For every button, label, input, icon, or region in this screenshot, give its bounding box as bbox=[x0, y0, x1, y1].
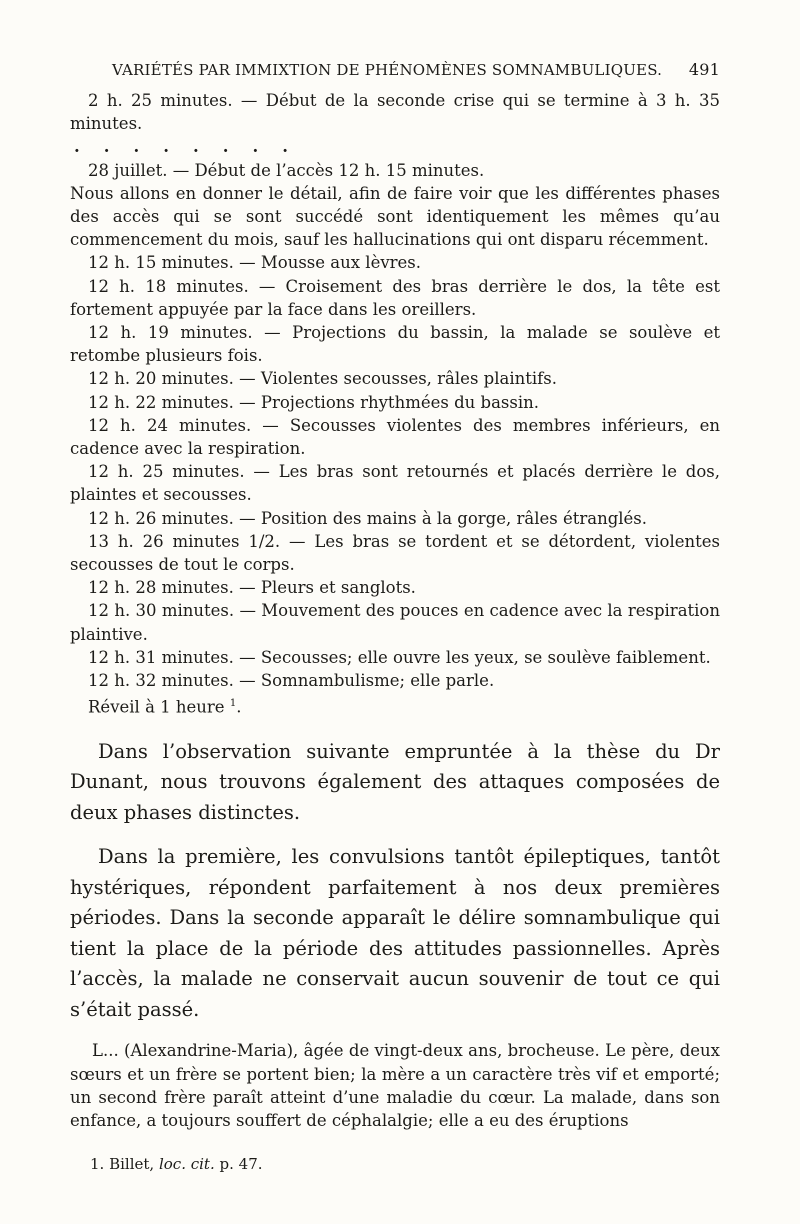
paragraph-1: Dans l’observation suivante empruntée à la thèse du Dr Dunant, nous trouvons également des attaques composées de deux phases distinctes. bbox=[70, 739, 720, 824]
observation bbox=[70, 1039, 720, 1132]
observation-text: L... (Alexandrine-Maria), âgée de vingt-deux ans, brocheuse. Le père, deux sœurs et un frère se portent bien; la mère a un caractère très vif et emporté; un second frère paraît atteint d’une maladie du cœur. La malade, dans son enfance, a toujours souffert de céphalalgie; elle a eu des éruptions bbox=[70, 1041, 720, 1131]
log-entry: 12 h. 24 minutes. — Secousses violentes des membres inférieurs, en cadence avec la respiration. bbox=[70, 415, 720, 459]
log-entry: 12 h. 22 minutes. — Projections rhythmées du bassin. bbox=[88, 392, 539, 412]
running-header bbox=[112, 60, 720, 79]
footnote-page: p. 47. bbox=[219, 1155, 263, 1173]
reveil-text: Réveil à 1 heure bbox=[88, 697, 225, 717]
log-entry: 12 h. 26 minutes. — Position des mains à la gorge, râles étranglés. bbox=[88, 508, 648, 528]
page bbox=[70, 60, 720, 1132]
main-text bbox=[70, 737, 720, 1026]
reveil-line: Réveil à 1 heure $^1$. bbox=[88, 697, 242, 717]
footnote-number: 1. bbox=[90, 1155, 105, 1173]
log-entry: 13 h. 26 minutes 1/2. — Les bras se tordent et se détordent, violentes secousses de tout le corps. bbox=[70, 531, 720, 575]
log-entry: 12 h. 30 minutes. — Mouvement des pouces en cadence avec la respiration plaintive. bbox=[70, 601, 720, 644]
footnote-author: Billet, bbox=[109, 1155, 155, 1173]
page-number: 491 bbox=[688, 60, 720, 79]
footnote-marker: 1 bbox=[229, 698, 237, 710]
log-entry: 12 h. 18 minutes. — Croisement des bras derrière le dos, la tête est fortement appuyée par la face dans les oreillers. bbox=[70, 276, 720, 319]
log-entry: 12 h. 20 minutes. — Violentes secousses, râles plaintifs. bbox=[88, 369, 557, 389]
ellipsis-dots: ........ bbox=[74, 137, 312, 157]
case-log bbox=[70, 89, 720, 719]
log-entry: 12 h. 31 minutes. — Secousses; elle ouvre les yeux, se soulève faiblement. bbox=[88, 647, 711, 667]
log-entry: 12 h. 25 minutes. — Les bras sont retournés et placés derrière le dos, plaintes et secousses. bbox=[70, 462, 720, 505]
header-title: VARIÉTÉS PAR IMMIXTION DE PHÉNOMÈNES SOMNAMBULIQUES. bbox=[112, 61, 663, 79]
footnote bbox=[90, 1155, 263, 1173]
log-intro: Nous allons en donner le détail, afin de faire voir que les différentes phases des accès qui se sont succédé sont identiquement les mêmes qu’au commencement du mois, sauf les hallucinations qui ont disparu récemment. bbox=[70, 183, 720, 250]
log-entry: 12 h. 15 minutes. — Mousse aux lèvres. bbox=[88, 253, 422, 273]
log-line-2: 28 juillet. — Début de l’accès 12 h. 15 minutes. bbox=[88, 160, 485, 180]
log-entry: 12 h. 19 minutes. — Projections du bassin, la malade se soulève et retombe plusieurs fois. bbox=[70, 323, 720, 366]
log-entry: 12 h. 28 minutes. — Pleurs et sanglots. bbox=[88, 578, 416, 598]
paragraph-2: Dans la première, les convulsions tantôt épileptiques, tantôt hystériques, répondent parfaitement à nos deux premières périodes. Dans la seconde apparaît le délire somnambulique qui tient la place de la période des attitudes passionnelles. Après l’accès, la malade ne conservait aucun souvenir de tout ce qui s’était passé. bbox=[70, 845, 720, 1021]
log-entry: 12 h. 32 minutes. — Somnambulisme; elle parle. bbox=[88, 671, 495, 691]
log-line-1: 2 h. 25 minutes. — Début de la seconde crise qui se termine à 3 h. 35 minutes. bbox=[70, 91, 720, 134]
footnote-ref: loc. cit. bbox=[158, 1155, 215, 1173]
